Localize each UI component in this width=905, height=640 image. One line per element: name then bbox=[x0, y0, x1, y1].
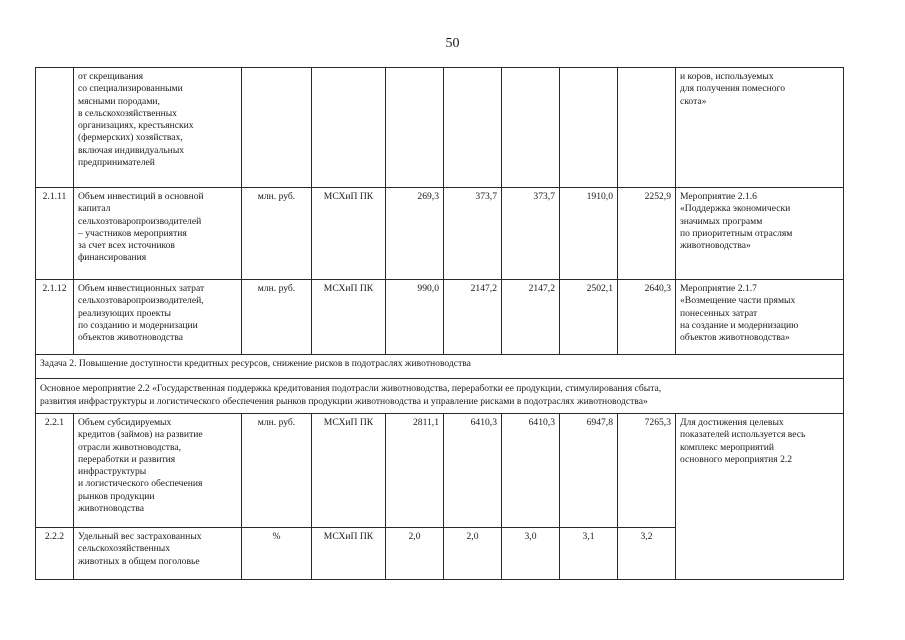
value-cell: 6410,3 bbox=[444, 414, 502, 528]
value-cell bbox=[502, 68, 560, 188]
indicator-name: Объем субсидируемых кредитов (займов) на развитие отрасли животноводства, переработки и развития инфраструктуры и логистического обеспечения рынков продукции животноводства bbox=[74, 414, 242, 528]
row-number bbox=[36, 68, 74, 188]
task-heading: Задача 2. Повышение доступности кредитных ресурсов, снижение рисков в подотраслях животноводства bbox=[36, 355, 844, 379]
unit-cell: млн. руб. bbox=[242, 414, 312, 528]
indicator-name: от скрещивания со специализированными мясными породами, в сельскохозяйственных организациях, крестьянских (фермерских) хозяйствах, включая индивидуальных предпринимателей bbox=[74, 68, 242, 188]
page-number: 50 bbox=[445, 36, 460, 51]
value-cell: 990,0 bbox=[386, 280, 444, 355]
row-number: 2.2.2 bbox=[36, 528, 74, 580]
value-cell: 269,3 bbox=[386, 188, 444, 280]
unit-cell bbox=[242, 68, 312, 188]
unit-cell: млн. руб. bbox=[242, 280, 312, 355]
value-cell: 2,0 bbox=[444, 528, 502, 580]
table-row bbox=[36, 280, 844, 355]
main-event-heading: Основное мероприятие 2.2 «Государственная поддержка кредитования подотрасли животноводства, переработки ее продукции, стимулирования сбыта, развития инфраструктуры и логистического обеспечения рынков продукции животноводства и управление рисками в подотраслях животноводства» bbox=[36, 379, 844, 414]
value-cell: 2502,1 bbox=[560, 280, 618, 355]
row-number: 2.2.1 bbox=[36, 414, 74, 528]
value-cell bbox=[444, 68, 502, 188]
main-event-row bbox=[36, 379, 844, 414]
indicator-name: Удельный вес застрахованных сельскохозяйственных животных в общем поголовье bbox=[74, 528, 242, 580]
row-number: 2.1.11 bbox=[36, 188, 74, 280]
value-cell: 2252,9 bbox=[618, 188, 676, 280]
value-cell: 1910,0 bbox=[560, 188, 618, 280]
value-cell: 2147,2 bbox=[444, 280, 502, 355]
executor-cell: МСХиП ПК bbox=[312, 188, 386, 280]
value-cell bbox=[618, 68, 676, 188]
value-cell bbox=[560, 68, 618, 188]
value-cell: 6410,3 bbox=[502, 414, 560, 528]
executor-cell bbox=[312, 68, 386, 188]
event-cell: Мероприятие 2.1.6 «Поддержка экономически значимых программ по приоритетным отраслям животноводства» bbox=[676, 188, 844, 280]
event-cell: Мероприятие 2.1.7 «Возмещение части прямых понесенных затрат на создание и модернизацию объектов животноводства» bbox=[676, 280, 844, 355]
indicator-name: Объем инвестиционных затрат сельхозтоваропроизводителей, реализующих проекты по созданию и модернизации объектов животноводства bbox=[74, 280, 242, 355]
value-cell: 2,0 bbox=[386, 528, 444, 580]
table-row bbox=[36, 188, 844, 280]
value-cell: 373,7 bbox=[444, 188, 502, 280]
indicators-table bbox=[35, 67, 844, 580]
event-cell: Для достижения целевых показателей используется весь комплекс мероприятий основного мероприятия 2.2 bbox=[676, 414, 844, 580]
value-cell: 6947,8 bbox=[560, 414, 618, 528]
value-cell: 3,2 bbox=[618, 528, 676, 580]
executor-cell: МСХиП ПК bbox=[312, 414, 386, 528]
value-cell: 2640,3 bbox=[618, 280, 676, 355]
executor-cell: МСХиП ПК bbox=[312, 280, 386, 355]
table-row bbox=[36, 68, 844, 188]
value-cell: 7265,3 bbox=[618, 414, 676, 528]
value-cell bbox=[386, 68, 444, 188]
row-number: 2.1.12 bbox=[36, 280, 74, 355]
value-cell: 2147,2 bbox=[502, 280, 560, 355]
indicator-name: Объем инвестиций в основной капитал сельхозтоваропроизводителей – участников мероприятия за счет всех источников финансирования bbox=[74, 188, 242, 280]
executor-cell: МСХиП ПК bbox=[312, 528, 386, 580]
event-cell: и коров, используемых для получения помесного скота» bbox=[676, 68, 844, 188]
unit-cell: млн. руб. bbox=[242, 188, 312, 280]
value-cell: 3,0 bbox=[502, 528, 560, 580]
unit-cell: % bbox=[242, 528, 312, 580]
table-row bbox=[36, 414, 844, 528]
task-row bbox=[36, 355, 844, 379]
value-cell: 373,7 bbox=[502, 188, 560, 280]
value-cell: 2811,1 bbox=[386, 414, 444, 528]
value-cell: 3,1 bbox=[560, 528, 618, 580]
